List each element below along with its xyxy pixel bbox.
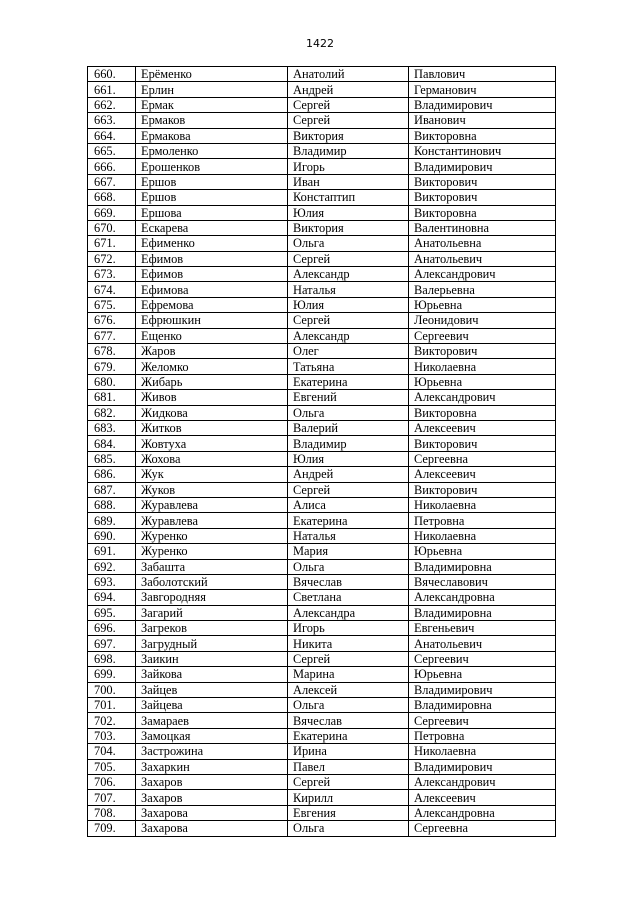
first-name-cell: Ольга	[288, 559, 409, 574]
surname-cell: Жук	[136, 467, 288, 482]
first-name-cell: Ольга	[288, 236, 409, 251]
row-number-cell: 672.	[88, 251, 136, 266]
surname-cell: Ерошенков	[136, 159, 288, 174]
row-number-cell: 709.	[88, 821, 136, 836]
first-name-cell: Наталья	[288, 282, 409, 297]
patronymic-cell: Викторович	[409, 436, 556, 451]
table-row	[88, 159, 556, 174]
surname-cell: Желомко	[136, 359, 288, 374]
patronymic-cell: Павлович	[409, 67, 556, 82]
table-row	[88, 67, 556, 82]
patronymic-cell: Владимирович	[409, 759, 556, 774]
patronymic-cell: Юрьевна	[409, 374, 556, 389]
patronymic-cell: Леонидович	[409, 313, 556, 328]
row-number-cell: 668.	[88, 190, 136, 205]
patronymic-cell: Константинович	[409, 143, 556, 158]
table-row	[88, 605, 556, 620]
surname-cell: Зайцев	[136, 682, 288, 697]
table-row	[88, 190, 556, 205]
table-row	[88, 205, 556, 220]
patronymic-cell: Викторович	[409, 344, 556, 359]
surname-cell: Ермоленко	[136, 143, 288, 158]
row-number-cell: 666.	[88, 159, 136, 174]
row-number-cell: 685.	[88, 451, 136, 466]
first-name-cell: Владимир	[288, 436, 409, 451]
surname-cell: Захарова	[136, 805, 288, 820]
table-row	[88, 236, 556, 251]
row-number-cell: 680.	[88, 374, 136, 389]
patronymic-cell: Александрович	[409, 267, 556, 282]
first-name-cell: Мария	[288, 544, 409, 559]
first-name-cell: Вячеслав	[288, 713, 409, 728]
row-number-cell: 665.	[88, 143, 136, 158]
patronymic-cell: Вячеславович	[409, 574, 556, 589]
row-number-cell: 662.	[88, 97, 136, 112]
first-name-cell: Кирилл	[288, 790, 409, 805]
first-name-cell: Сергей	[288, 313, 409, 328]
first-name-cell: Владимир	[288, 143, 409, 158]
first-name-cell: Никита	[288, 636, 409, 651]
patronymic-cell: Николаевна	[409, 744, 556, 759]
surname-cell: Ерёменко	[136, 67, 288, 82]
row-number-cell: 667.	[88, 174, 136, 189]
first-name-cell: Евгения	[288, 805, 409, 820]
table-row	[88, 267, 556, 282]
row-number-cell: 663.	[88, 113, 136, 128]
surname-cell: Ермак	[136, 97, 288, 112]
row-number-cell: 708.	[88, 805, 136, 820]
surname-cell: Ефименко	[136, 236, 288, 251]
row-number-cell: 704.	[88, 744, 136, 759]
row-number-cell: 692.	[88, 559, 136, 574]
first-name-cell: Игорь	[288, 621, 409, 636]
surname-cell: Загреков	[136, 621, 288, 636]
surname-cell: Житков	[136, 420, 288, 435]
table-row	[88, 574, 556, 589]
table-row	[88, 128, 556, 143]
first-name-cell: Констаптип	[288, 190, 409, 205]
patronymic-cell: Викторовна	[409, 205, 556, 220]
table-row	[88, 282, 556, 297]
first-name-cell: Марина	[288, 667, 409, 682]
first-name-cell: Виктория	[288, 128, 409, 143]
surname-cell: Ершов	[136, 174, 288, 189]
surname-cell: Ефимов	[136, 267, 288, 282]
surname-cell: Жовтуха	[136, 436, 288, 451]
surname-cell: Захаркин	[136, 759, 288, 774]
surname-cell: Ефимова	[136, 282, 288, 297]
row-number-cell: 696.	[88, 621, 136, 636]
row-number-cell: 706.	[88, 774, 136, 789]
table-row	[88, 651, 556, 666]
table-row	[88, 220, 556, 235]
row-number-cell: 702.	[88, 713, 136, 728]
surname-cell: Журенко	[136, 528, 288, 543]
row-number-cell: 686.	[88, 467, 136, 482]
first-name-cell: Сергей	[288, 482, 409, 497]
table-row	[88, 143, 556, 158]
patronymic-cell: Викторович	[409, 190, 556, 205]
surname-cell: Замараев	[136, 713, 288, 728]
surname-cell: Заболотский	[136, 574, 288, 589]
row-number-cell: 673.	[88, 267, 136, 282]
surname-cell: Жибарь	[136, 374, 288, 389]
patronymic-cell: Юрьевна	[409, 544, 556, 559]
surname-cell: Захарова	[136, 821, 288, 836]
table-row	[88, 436, 556, 451]
surname-cell: Захаров	[136, 790, 288, 805]
first-name-cell: Олег	[288, 344, 409, 359]
surname-cell: Ефимов	[136, 251, 288, 266]
row-number-cell: 669.	[88, 205, 136, 220]
patronymic-cell: Петровна	[409, 728, 556, 743]
table-row	[88, 297, 556, 312]
row-number-cell: 698.	[88, 651, 136, 666]
first-name-cell: Ирина	[288, 744, 409, 759]
surname-cell: Журенко	[136, 544, 288, 559]
first-name-cell: Екатерина	[288, 513, 409, 528]
row-number-cell: 681.	[88, 390, 136, 405]
surname-cell: Живов	[136, 390, 288, 405]
surname-cell: Зайкова	[136, 667, 288, 682]
first-name-cell: Сергей	[288, 774, 409, 789]
table-row	[88, 513, 556, 528]
patronymic-cell: Анатольевич	[409, 251, 556, 266]
row-number-cell: 679.	[88, 359, 136, 374]
first-name-cell: Игорь	[288, 159, 409, 174]
row-number-cell: 676.	[88, 313, 136, 328]
table-row	[88, 667, 556, 682]
first-name-cell: Сергей	[288, 97, 409, 112]
table-row	[88, 590, 556, 605]
patronymic-cell: Викторовна	[409, 128, 556, 143]
table-row	[88, 497, 556, 512]
patronymic-cell: Юрьевна	[409, 667, 556, 682]
patronymic-cell: Петровна	[409, 513, 556, 528]
table-row	[88, 544, 556, 559]
patronymic-cell: Алексеевич	[409, 420, 556, 435]
surname-cell: Завгородняя	[136, 590, 288, 605]
table-row	[88, 698, 556, 713]
row-number-cell: 690.	[88, 528, 136, 543]
first-name-cell: Ольга	[288, 698, 409, 713]
row-number-cell: 671.	[88, 236, 136, 251]
first-name-cell: Сергей	[288, 251, 409, 266]
table-row	[88, 374, 556, 389]
first-name-cell: Татьяна	[288, 359, 409, 374]
surname-cell: Ершова	[136, 205, 288, 220]
patronymic-cell: Викторович	[409, 482, 556, 497]
first-name-cell: Иван	[288, 174, 409, 189]
table-row	[88, 482, 556, 497]
surname-cell: Ещенко	[136, 328, 288, 343]
first-name-cell: Наталья	[288, 528, 409, 543]
table-row	[88, 728, 556, 743]
first-name-cell: Александр	[288, 328, 409, 343]
table-row	[88, 528, 556, 543]
row-number-cell: 699.	[88, 667, 136, 682]
patronymic-cell: Владимировна	[409, 698, 556, 713]
table-row	[88, 420, 556, 435]
table-row	[88, 113, 556, 128]
patronymic-cell: Сергеевич	[409, 328, 556, 343]
surname-cell: Ермакова	[136, 128, 288, 143]
row-number-cell: 687.	[88, 482, 136, 497]
patronymic-cell: Сергеевич	[409, 713, 556, 728]
row-number-cell: 689.	[88, 513, 136, 528]
first-name-cell: Виктория	[288, 220, 409, 235]
row-number-cell: 678.	[88, 344, 136, 359]
first-name-cell: Юлия	[288, 205, 409, 220]
patronymic-cell: Владимирович	[409, 682, 556, 697]
row-number-cell: 701.	[88, 698, 136, 713]
row-number-cell: 664.	[88, 128, 136, 143]
patronymic-cell: Николаевна	[409, 359, 556, 374]
surname-cell: Загарий	[136, 605, 288, 620]
table-row	[88, 713, 556, 728]
row-number-cell: 705.	[88, 759, 136, 774]
table-row	[88, 97, 556, 112]
patronymic-cell: Валентиновна	[409, 220, 556, 235]
table-row	[88, 251, 556, 266]
patronymic-cell: Германович	[409, 82, 556, 97]
table-row	[88, 759, 556, 774]
first-name-cell: Александра	[288, 605, 409, 620]
row-number-cell: 694.	[88, 590, 136, 605]
surname-cell: Забашта	[136, 559, 288, 574]
first-name-cell: Екатерина	[288, 374, 409, 389]
surname-cell: Замоцкая	[136, 728, 288, 743]
table-row	[88, 82, 556, 97]
surname-cell: Жохова	[136, 451, 288, 466]
first-name-cell: Андрей	[288, 82, 409, 97]
roster-table-body	[88, 67, 556, 837]
patronymic-cell: Алексеевич	[409, 790, 556, 805]
surname-cell: Жаров	[136, 344, 288, 359]
page-number: 1422	[306, 37, 334, 50]
patronymic-cell: Валерьевна	[409, 282, 556, 297]
patronymic-cell: Владимировна	[409, 605, 556, 620]
patronymic-cell: Викторовна	[409, 405, 556, 420]
table-row	[88, 451, 556, 466]
patronymic-cell: Иванович	[409, 113, 556, 128]
first-name-cell: Ольга	[288, 405, 409, 420]
table-row	[88, 636, 556, 651]
surname-cell: Жидкова	[136, 405, 288, 420]
patronymic-cell: Александрович	[409, 390, 556, 405]
patronymic-cell: Юрьевна	[409, 297, 556, 312]
table-row	[88, 467, 556, 482]
row-number-cell: 683.	[88, 420, 136, 435]
patronymic-cell: Владимирович	[409, 159, 556, 174]
table-row	[88, 313, 556, 328]
patronymic-cell: Александровна	[409, 805, 556, 820]
table-row	[88, 682, 556, 697]
surname-cell: Ескарева	[136, 220, 288, 235]
patronymic-cell: Александрович	[409, 774, 556, 789]
surname-cell: Жуков	[136, 482, 288, 497]
patronymic-cell: Евгеньевич	[409, 621, 556, 636]
first-name-cell: Сергей	[288, 651, 409, 666]
first-name-cell: Евгений	[288, 390, 409, 405]
row-number-cell: 703.	[88, 728, 136, 743]
patronymic-cell: Викторович	[409, 174, 556, 189]
row-number-cell: 707.	[88, 790, 136, 805]
table-row	[88, 328, 556, 343]
patronymic-cell: Алексеевич	[409, 467, 556, 482]
first-name-cell: Светлана	[288, 590, 409, 605]
first-name-cell: Ольга	[288, 821, 409, 836]
row-number-cell: 670.	[88, 220, 136, 235]
row-number-cell: 677.	[88, 328, 136, 343]
table-row	[88, 359, 556, 374]
row-number-cell: 675.	[88, 297, 136, 312]
patronymic-cell: Николаевна	[409, 528, 556, 543]
table-row	[88, 344, 556, 359]
patronymic-cell: Сергеевна	[409, 821, 556, 836]
first-name-cell: Сергей	[288, 113, 409, 128]
surname-cell: Захаров	[136, 774, 288, 789]
table-row	[88, 559, 556, 574]
patronymic-cell: Анатольевич	[409, 636, 556, 651]
table-row	[88, 174, 556, 189]
patronymic-cell: Анатольевна	[409, 236, 556, 251]
surname-cell: Ермаков	[136, 113, 288, 128]
row-number-cell: 695.	[88, 605, 136, 620]
table-row	[88, 790, 556, 805]
surname-cell: Зайцева	[136, 698, 288, 713]
patronymic-cell: Николаевна	[409, 497, 556, 512]
surname-cell: Ефрюшкин	[136, 313, 288, 328]
first-name-cell: Алексей	[288, 682, 409, 697]
surname-cell: Журавлева	[136, 497, 288, 512]
table-row	[88, 405, 556, 420]
table-row	[88, 774, 556, 789]
row-number-cell: 688.	[88, 497, 136, 512]
patronymic-cell: Владимирович	[409, 97, 556, 112]
table-row	[88, 390, 556, 405]
patronymic-cell: Владимировна	[409, 559, 556, 574]
row-number-cell: 660.	[88, 67, 136, 82]
row-number-cell: 684.	[88, 436, 136, 451]
first-name-cell: Вячеслав	[288, 574, 409, 589]
row-number-cell: 700.	[88, 682, 136, 697]
first-name-cell: Алиса	[288, 497, 409, 512]
surname-cell: Загрудный	[136, 636, 288, 651]
surname-cell: Журавлева	[136, 513, 288, 528]
row-number-cell: 661.	[88, 82, 136, 97]
row-number-cell: 693.	[88, 574, 136, 589]
patronymic-cell: Сергеевна	[409, 451, 556, 466]
patronymic-cell: Александровна	[409, 590, 556, 605]
first-name-cell: Екатерина	[288, 728, 409, 743]
surname-cell: Заикин	[136, 651, 288, 666]
row-number-cell: 674.	[88, 282, 136, 297]
first-name-cell: Валерий	[288, 420, 409, 435]
table-row	[88, 621, 556, 636]
row-number-cell: 691.	[88, 544, 136, 559]
row-number-cell: 697.	[88, 636, 136, 651]
table-row	[88, 744, 556, 759]
table-row	[88, 805, 556, 820]
row-number-cell: 682.	[88, 405, 136, 420]
patronymic-cell: Сергеевич	[409, 651, 556, 666]
first-name-cell: Анатолий	[288, 67, 409, 82]
surname-cell: Ершов	[136, 190, 288, 205]
first-name-cell: Александр	[288, 267, 409, 282]
surname-cell: Застрожина	[136, 744, 288, 759]
first-name-cell: Андрей	[288, 467, 409, 482]
surname-cell: Ерлин	[136, 82, 288, 97]
roster-table	[87, 66, 556, 837]
table-row	[88, 821, 556, 836]
first-name-cell: Юлия	[288, 297, 409, 312]
first-name-cell: Юлия	[288, 451, 409, 466]
surname-cell: Ефремова	[136, 297, 288, 312]
first-name-cell: Павел	[288, 759, 409, 774]
